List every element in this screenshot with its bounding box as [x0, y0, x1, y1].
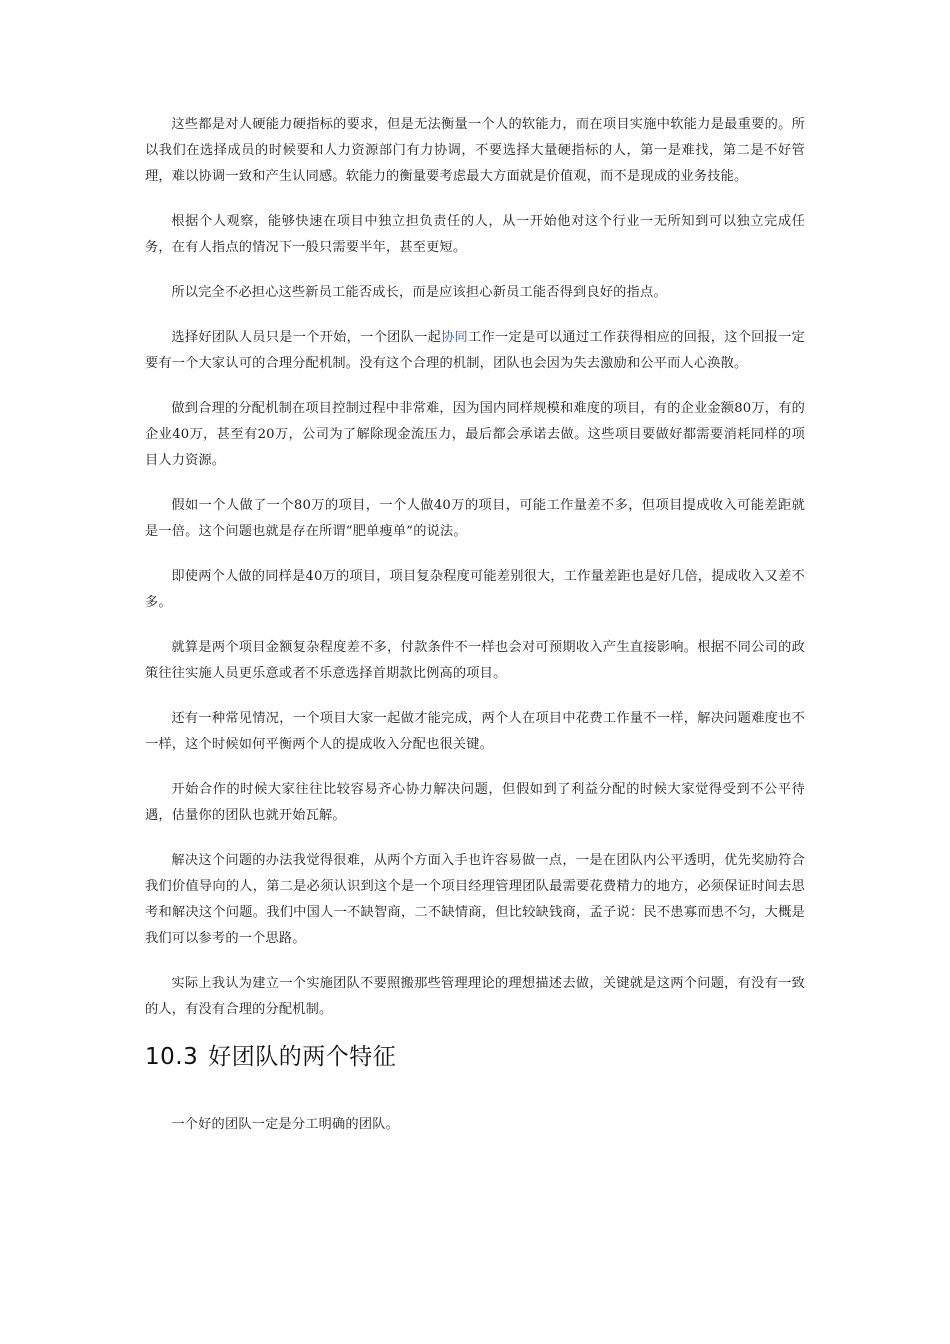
paragraph-text-after-link: 工作一定是可以通过工作获得相应的回报，这个回报一定要有一个大家认可的合理分配机制。没有这个合理的机制，团队也会因为失去激励和公平而人心涣散。	[145, 330, 806, 371]
paragraph-complexity: 即使两个人做的同样是40万的项目，项目复杂程度可能差别很大，工作量差距也是好几倍，提成收入又差不多。	[145, 569, 805, 610]
section-heading	[145, 1042, 805, 1072]
paragraph-closing: 一个好的团队一定是分工明确的团队。	[171, 1117, 399, 1132]
section-number: 10.3	[145, 1044, 199, 1070]
paragraph-soft-skills: 这些都是对人硬能力硬指标的要求，但是无法衡量一个人的软能力，而在项目实施中软能力是最重要的。所以我们在选择成员的时候要和人力资源部门有力协调，不要选择大量硬指标的人，第一是难找，第二是不好管理，难以协调一致和产生认同感。软能力的衡量要考虑最大方面就是价值观，而不是现成的业务技能。	[145, 117, 805, 184]
paragraph-cooperation: 开始合作的时候大家往往比较容易齐心协力解决问题，但假如到了利益分配的时候大家觉得受到不公平待遇，估量你的团队也就开始瓦解。	[145, 782, 805, 823]
paragraph-conclusion: 实际上我认为建立一个实施团队不要照搬那些管理理论的理想描述去做，关键就是这两个问题，有没有一致的人，有没有合理的分配机制。	[145, 976, 805, 1017]
paragraph-observation: 根据个人观察，能够快速在项目中独立担负责任的人，从一开始他对这个行业一无所知到可以独立完成任务，在有人指点的情况下一般只需要半年，甚至更短。	[145, 214, 805, 255]
section-title: 好团队的两个特征	[208, 1044, 397, 1070]
document-page	[145, 112, 805, 1157]
paragraph-team-selection	[145, 325, 805, 377]
paragraph-new-staff: 所以完全不必担心这些新员工能否成长，而是应该担心新员工能否得到良好的指点。	[171, 285, 667, 300]
paragraph-shared-project: 还有一种常见情况，一个项目大家一起做才能完成，两个人在项目中花费工作量不一样，解决问题难度也不一样，这个时候如何平衡两个人的提成收入分配也很关键。	[145, 711, 805, 752]
paragraph-text-before-link: 选择好团队人员只是一个开始，一个团队一起	[171, 330, 442, 345]
paragraph-payment-terms: 就算是两个项目金额复杂程度差不多，付款条件不一样也会对可预期收入产生直接影响。根据不同公司的政策往往实施人员更乐意或者不乐意选择首期款比例高的项目。	[145, 640, 805, 681]
collaboration-link[interactable]: 协同	[441, 330, 469, 345]
paragraph-distribution-mechanism: 做到合理的分配机制在项目控制过程中非常难，因为国内同样规模和难度的项目，有的企业金额80万，有的企业40万，甚至有20万，公司为了解除现金流压力，最后都会承诺去做。这些项目要做好都需要消耗同样的项目人力资源。	[145, 401, 805, 468]
paragraph-fat-thin-orders: 假如一个人做了一个80万的项目，一个人做40万的项目，可能工作量差不多，但项目提成收入可能差距就是一倍。这个问题也就是存在所谓“肥单瘦单”的说法。	[145, 498, 805, 539]
paragraph-solution: 解决这个问题的办法我觉得很难，从两个方面入手也许容易做一点，一是在团队内公平透明，优先奖励符合我们价值导向的人，第二是必须认识到这个是一个项目经理管理团队最需要花费精力的地方，必须保证时间去思考和解决这个问题。我们中国人一不缺智商，二不缺情商，但比较缺钱商，孟子说：民不患寡而患不匀，大概是我们可以参考的一个思路。	[145, 853, 805, 946]
